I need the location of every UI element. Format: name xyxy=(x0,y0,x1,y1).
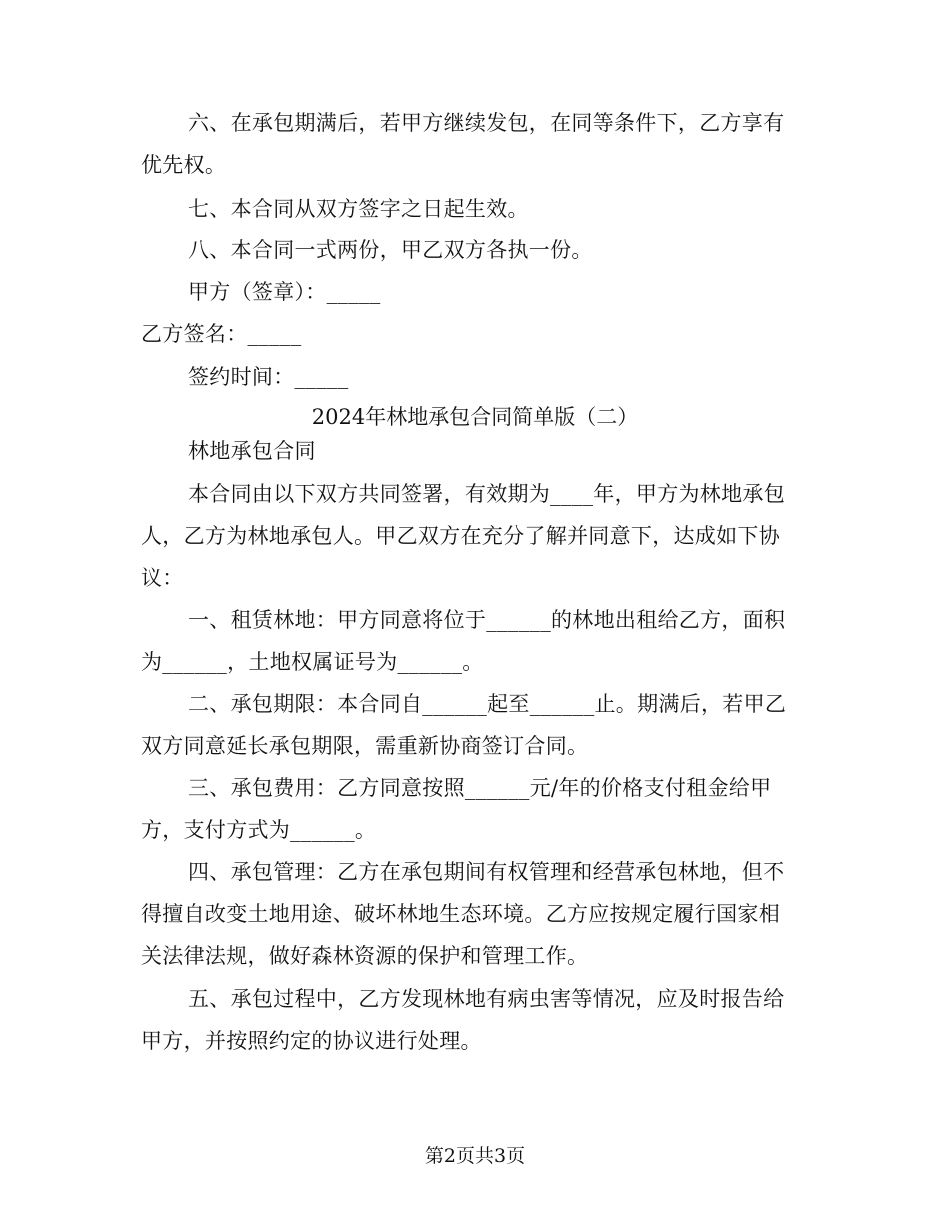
clause-1-line-1: 一、租赁林地：甲方同意将位于______的林地出租给乙方，面积 xyxy=(188,608,786,632)
signature-party-a: 甲方（签章）：_____ xyxy=(188,280,381,304)
intro-line-1: 本合同由以下双方共同签署，有效期为____年，甲方为林地承包 xyxy=(188,482,785,506)
clause-5-line-1: 五、承包过程中，乙方发现林地有病虫害等情况，应及时报告给 xyxy=(188,987,785,1011)
page-number: 第2页共3页 xyxy=(424,1145,526,1167)
clause-2-line-2: 双方同意延长承包期限，需重新协商签订合同。 xyxy=(141,734,589,758)
intro-line-3: 议： xyxy=(141,566,184,590)
contract-title: 2024年林地承包合同简单版（二） xyxy=(311,405,639,429)
clause-6-line-1: 六、在承包期满后，若甲方继续发包，在同等条件下，乙方享有 xyxy=(188,111,785,135)
clause-7: 七、本合同从双方签字之日起生效。 xyxy=(188,197,529,221)
clause-4-line-2: 得擅自改变土地用途、破坏林地生态环境。乙方应按规定履行国家相 xyxy=(141,902,780,926)
clause-5-line-2: 甲方，并按照约定的协议进行处理。 xyxy=(141,1029,482,1053)
contract-subtitle: 林地承包合同 xyxy=(188,439,316,463)
signature-date: 签约时间：_____ xyxy=(188,365,349,389)
clause-3-line-2: 方，支付方式为______。 xyxy=(141,818,377,842)
clause-8: 八、本合同一式两份，甲乙双方各执一份。 xyxy=(188,238,593,262)
clause-4-line-3: 关法律法规，做好森林资源的保护和管理工作。 xyxy=(141,944,589,968)
clause-3-line-1: 三、承包费用：乙方同意按照______元/年的价格支付租金给甲 xyxy=(188,776,772,800)
clause-1-line-2: 为______，土地权属证号为______。 xyxy=(141,650,484,674)
clause-2-line-1: 二、承包期限：本合同自______起至______止。期满后，若甲乙 xyxy=(188,692,787,716)
signature-party-b: 乙方签名：_____ xyxy=(141,322,302,346)
intro-line-2: 人，乙方为林地承包人。甲乙双方在充分了解并同意下，达成如下协 xyxy=(141,524,780,548)
clause-6-line-2: 优先权。 xyxy=(141,153,227,177)
clause-4-line-1: 四、承包管理：乙方在承包期间有权管理和经营承包林地，但不 xyxy=(188,860,785,884)
